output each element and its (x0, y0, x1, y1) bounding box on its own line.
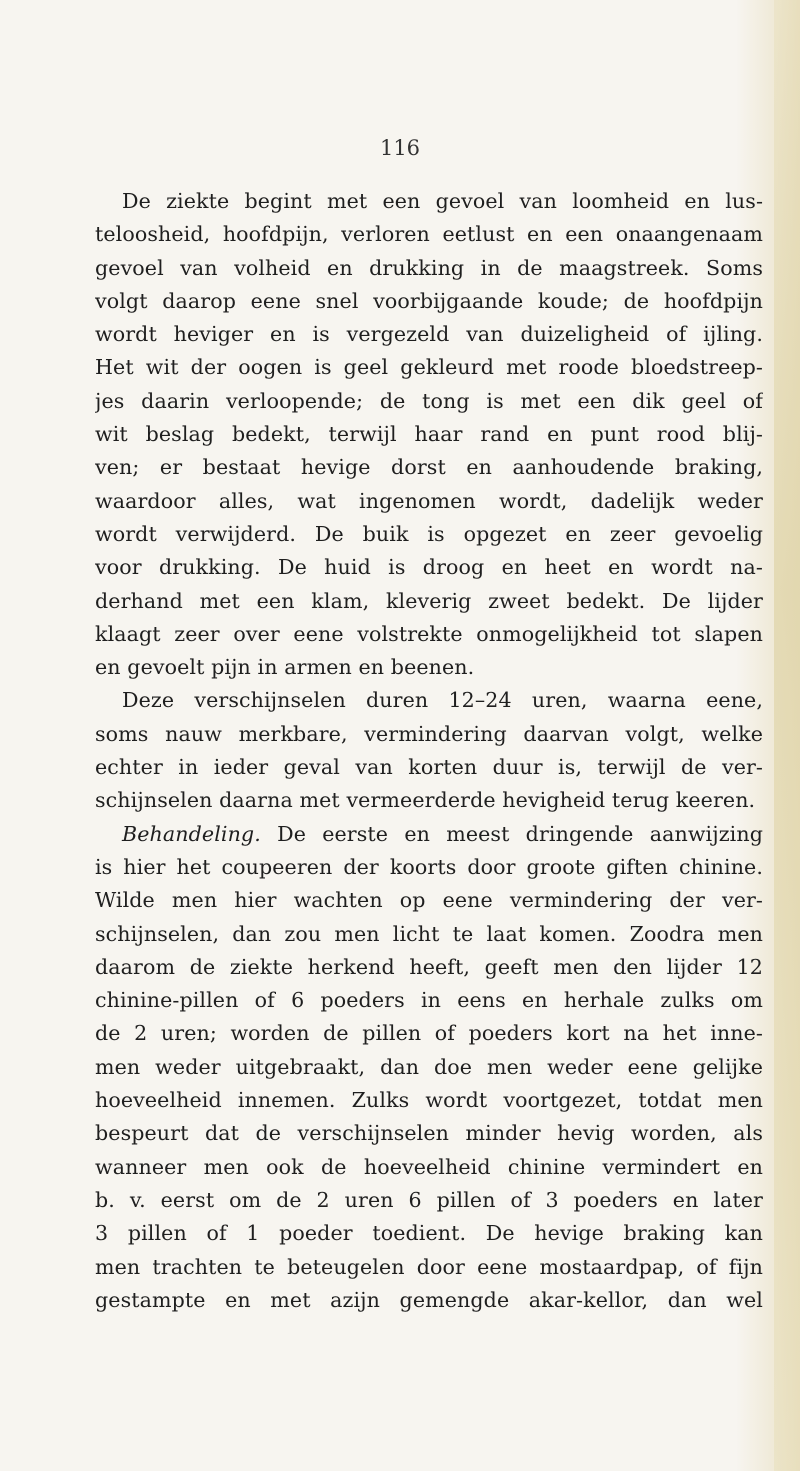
text-line (95, 485, 763, 518)
text-line-content: men trachten te beteugelen door eene mostaardpap, of fijn (95, 1254, 763, 1279)
text-line (95, 784, 763, 817)
text-line (95, 1017, 763, 1050)
text-line (95, 385, 763, 418)
text-line (95, 451, 763, 484)
text-line (95, 951, 763, 984)
text-line-content: wordt heviger en is vergezeld van duizeligheid of ijling. (95, 322, 763, 347)
text-line (95, 684, 763, 717)
text-line (95, 718, 763, 751)
text-line (95, 751, 763, 784)
text-line-content: schijnselen daarna met vermeerderde hevigheid terug keeren. (95, 788, 756, 813)
text-line (95, 1284, 763, 1317)
text-line-content: en gevoelt pijn in armen en beenen. (95, 655, 475, 680)
text-line-content: de 2 uren; worden de pillen of poeders kort na het inne- (95, 1021, 763, 1046)
text-line-content: wanneer men ook de hoeveelheid chinine vermindert en (95, 1154, 763, 1179)
text-line (95, 884, 763, 917)
text-line-content: hoeveelheid innemen. Zulks wordt voortgezet, totdat men (95, 1088, 763, 1113)
text-line-content: wit beslag bedekt, terwijl haar rand en punt rood blij- (95, 422, 763, 447)
text-line (95, 351, 763, 384)
text-line-content: voor drukking. De huid is droog en heet en wordt na- (95, 555, 763, 580)
text-line (95, 418, 763, 451)
text-line-content: gevoel van volheid en drukking in de maagstreek. Soms (95, 255, 763, 280)
text-line (95, 818, 763, 851)
text-line (95, 851, 763, 884)
text-line (95, 518, 763, 551)
text-line-content: jes daarin verloopende; de tong is met een dik geel of (95, 388, 763, 413)
text-line-content: bespeurt dat de verschijnselen minder hevig worden, als (95, 1121, 763, 1146)
text-line-content: men weder uitgebraakt, dan doe men weder eene gelijke (95, 1054, 763, 1079)
text-line-content: ven; er bestaat hevige dorst en aanhoudende braking, (95, 455, 763, 480)
text-line (95, 1117, 763, 1150)
text-line-content: daarom de ziekte herkend heeft, geeft men den lijder 12 (95, 954, 763, 979)
text-line (95, 1051, 763, 1084)
page-number: 116 (379, 136, 421, 160)
text-line-content: derhand met een klam, kleverig zweet bedekt. De lijder (95, 588, 763, 613)
text-line-content: klaagt zeer over eene volstrekte onmogelijkheid tot slapen (95, 621, 763, 646)
text-line-content: schijnselen, dan zou men licht te laat komen. Zoodra men (95, 921, 763, 946)
text-line-content: De ziekte begint met een gevoel van loomheid en lus- (122, 189, 763, 213)
text-line (95, 585, 763, 618)
text-line (95, 252, 763, 285)
text-line-content: wordt verwijderd. De buik is opgezet en zeer gevoelig (95, 521, 763, 546)
text-line (95, 1251, 763, 1284)
text-line-content: chinine-pillen of 6 poeders in eens en herhale zulks om (95, 988, 763, 1013)
text-line (95, 1184, 763, 1217)
text-line-content: is hier het coupeeren der koorts door groote giften chinine. (95, 854, 763, 879)
text-line-content: waardoor alles, wat ingenomen wordt, dadelijk weder (95, 488, 763, 513)
text-line (95, 285, 763, 318)
text-line-content: 3 pillen of 1 poeder toedient. De hevige braking kan (95, 1221, 763, 1246)
text-line-content: soms nauw merkbare, vermindering daarvan volgt, welke (95, 721, 763, 746)
text-line (95, 618, 763, 651)
body-text (95, 185, 763, 1317)
text-line-content: Wilde men hier wachten op eene vermindering der ver- (95, 888, 763, 913)
text-line (95, 984, 763, 1017)
text-line (95, 1084, 763, 1117)
text-line (95, 651, 763, 684)
section-heading: Behandeling. (122, 821, 261, 846)
text-line-content: De eerste en meest dringende aanwijzing (260, 821, 763, 846)
text-line-content: teloosheid, hoofdpijn, verloren eetlust en een onaangenaam (95, 222, 763, 247)
page-edge-stain (774, 0, 800, 1471)
text-line-content: volgt daarop eene snel voorbijgaande koude; de hoofdpijn (95, 288, 763, 313)
text-line-content: echter in ieder geval van korten duur is, terwijl de ver- (95, 755, 763, 780)
text-line-content: gestampte en met azijn gemengde akar-kellor, dan wel (95, 1287, 763, 1312)
text-line (95, 318, 763, 351)
text-line (95, 918, 763, 951)
text-line-content: Het wit der oogen is geel gekleurd met roode bloedstreep- (95, 355, 763, 380)
text-line (95, 551, 763, 584)
text-line (95, 1151, 763, 1184)
text-line (95, 185, 763, 218)
text-line-content: Deze verschijnselen duren 12–24 uren, waarna eene, (122, 688, 763, 713)
text-line (95, 1217, 763, 1250)
text-line-content: b. v. eerst om de 2 uren 6 pillen of 3 poeders en later (95, 1187, 763, 1212)
text-line (95, 218, 763, 251)
